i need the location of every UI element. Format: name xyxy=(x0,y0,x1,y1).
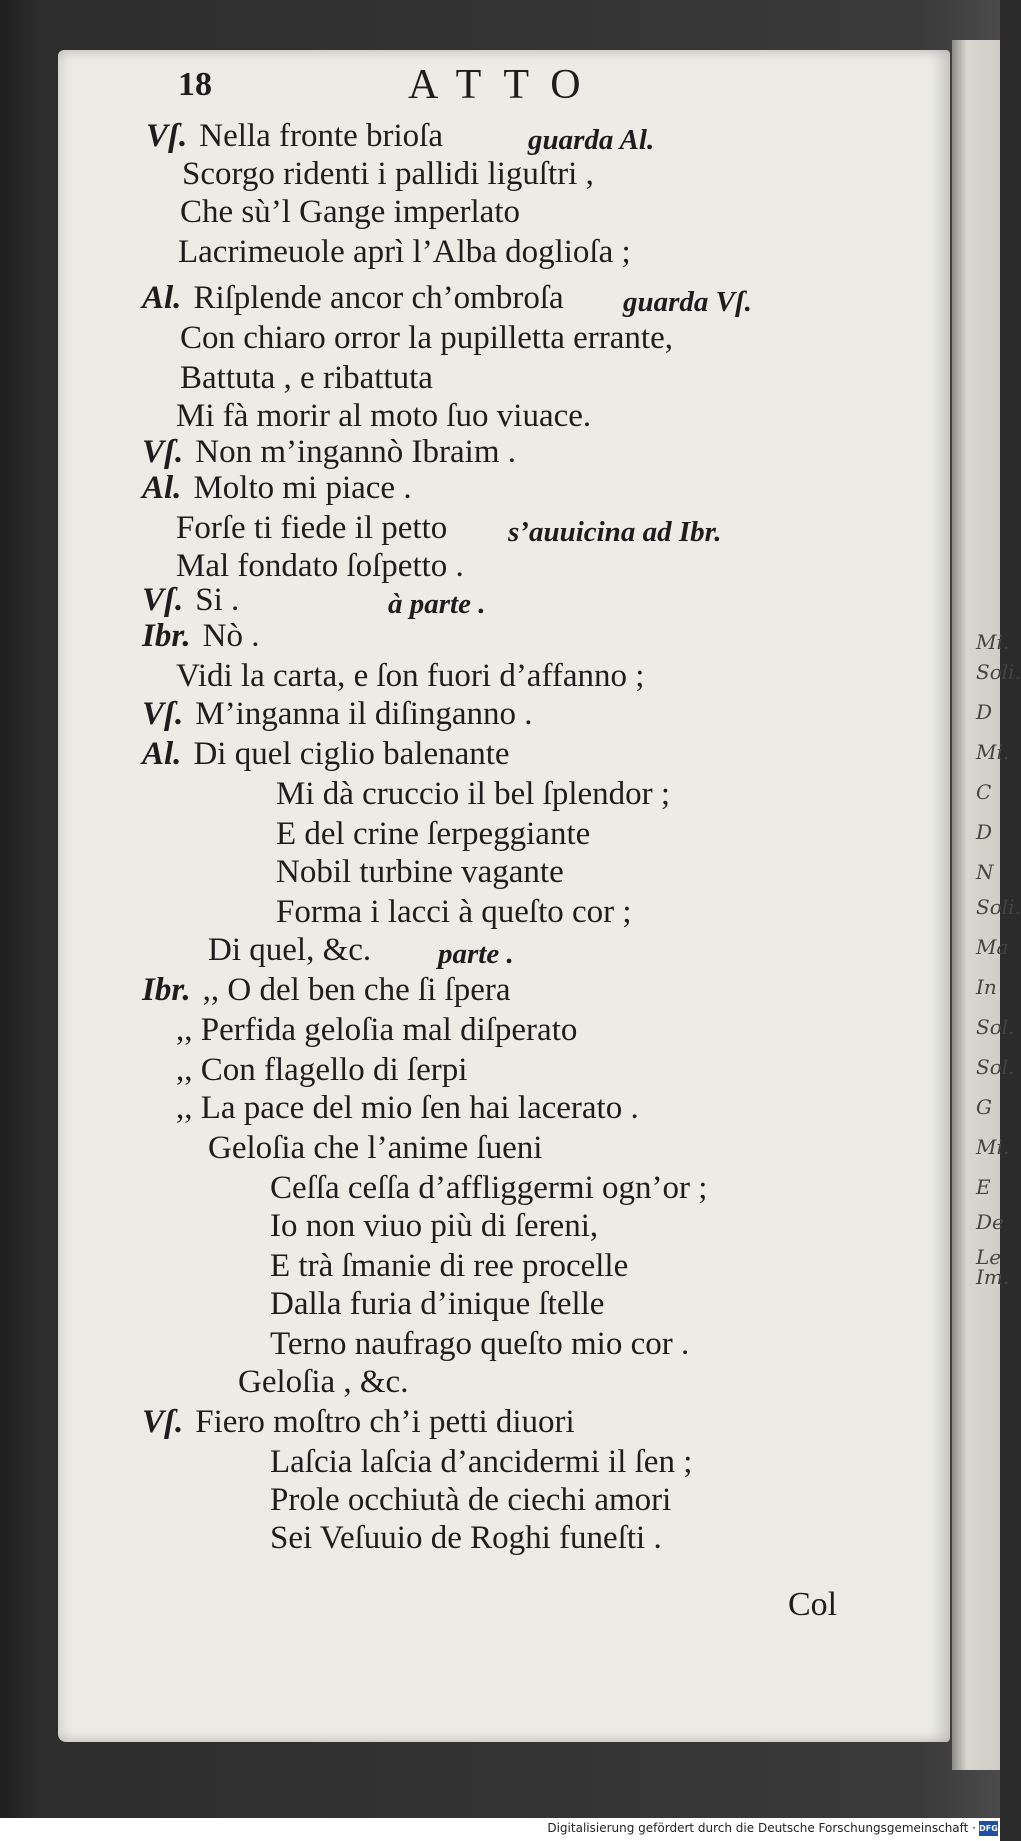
verse-line xyxy=(208,934,371,967)
verse-text: Ceſſa ceſſa d’affliggermi ogn’or ; xyxy=(270,1170,708,1206)
verse-line xyxy=(176,512,447,545)
verse-line xyxy=(270,1250,628,1283)
verse-text: ,, O del ben che ſi ſpera xyxy=(202,972,511,1008)
verse-line xyxy=(208,1132,542,1165)
facing-page-fragment: Im. xyxy=(976,1265,1010,1289)
verse-line xyxy=(180,322,673,355)
facing-page-fragment: C xyxy=(976,780,992,804)
verse-line xyxy=(142,472,412,505)
verse-line xyxy=(142,584,239,617)
verse-text: ,, La pace del mio ſen hai lacerato . xyxy=(176,1090,639,1126)
speaker-label: Vſ. xyxy=(142,1404,184,1440)
facing-page-fragment: Soli. xyxy=(976,660,1021,684)
verse-line xyxy=(270,1210,598,1243)
verse-text: Lacrimeuole aprì l’Alba doglioſa ; xyxy=(178,234,631,270)
facing-page-edge xyxy=(952,40,1021,1770)
verse-text: Si . xyxy=(195,582,240,618)
page-number: 18 xyxy=(178,66,212,103)
footer-bar xyxy=(0,1818,1000,1841)
verse-text: Forma i lacci à queſto cor ; xyxy=(276,894,632,930)
stage-direction: guarda Al. xyxy=(528,124,655,156)
facing-page-fragment: G xyxy=(976,1095,992,1119)
facing-page-fragment: D xyxy=(976,700,993,724)
verse-line xyxy=(276,778,670,811)
verse-text: Con chiaro orror la pupilletta errante, xyxy=(180,320,673,356)
speaker-label: Ibr. xyxy=(142,618,191,654)
verse-text: Vidi la carta, e ſon fuori d’affanno ; xyxy=(176,658,645,694)
verse-line xyxy=(276,896,632,929)
speaker-label: Vſ. xyxy=(142,582,184,618)
verse-line xyxy=(276,856,564,889)
verse-text: Geloſia che l’anime ſueni xyxy=(208,1130,543,1166)
verse-line xyxy=(178,236,631,269)
verse-text: Battuta , e ribattuta xyxy=(180,360,433,396)
verse-text: Di quel ciglio balenante xyxy=(193,736,510,772)
verse-text: Prole occhiutà de ciechi amori xyxy=(270,1482,672,1518)
catchword: Col xyxy=(788,1586,838,1623)
stage-direction: parte . xyxy=(438,938,514,970)
speaker-label: Al. xyxy=(142,470,182,506)
verse-text: Geloſia , &c. xyxy=(238,1364,409,1400)
facing-page-fragment: Mi. xyxy=(976,1135,1010,1159)
verse-line xyxy=(270,1288,604,1321)
verse-line xyxy=(238,1366,408,1399)
speaker-label: Vſ. xyxy=(142,434,184,470)
verse-text: Riſplende ancor ch’ombroſa xyxy=(193,280,564,316)
facing-page-fragment: Sol. xyxy=(976,1015,1015,1039)
verse-line xyxy=(142,436,516,469)
verse-line xyxy=(270,1328,689,1361)
verse-text: Io non viuo più di ſereni, xyxy=(270,1208,599,1244)
verse-line xyxy=(142,738,510,771)
speaker-label: Ibr. xyxy=(142,972,191,1008)
verse-text: Dalla furia d’inique ſtelle xyxy=(270,1286,605,1322)
verse-text: Scorgo ridenti i pallidi liguſtri , xyxy=(182,156,594,192)
verse-line xyxy=(180,196,520,229)
verse-text: Mal fondato ſoſpetto . xyxy=(176,548,464,584)
facing-page-fragment: De xyxy=(976,1210,1004,1234)
verse-text: ,, Perfida geloſia mal diſperato xyxy=(176,1012,578,1048)
verse-line xyxy=(176,550,464,583)
facing-page-fragment: N xyxy=(976,860,994,884)
facing-page-fragment: Ma xyxy=(976,935,1009,959)
facing-page-fragment: Soli. xyxy=(976,895,1021,919)
verse-text: Non m’ingannò Ibraim . xyxy=(195,434,517,470)
verse-line xyxy=(176,1054,467,1087)
verse-line xyxy=(270,1172,707,1205)
facing-page-fragment: Sol. xyxy=(976,1055,1015,1079)
verse-text: Sei Veſuuio de Roghi funeſti . xyxy=(270,1520,662,1556)
facing-page-fragment: Le xyxy=(976,1245,1002,1269)
facing-page-fragment: D xyxy=(976,820,993,844)
facing-page-fragment: E xyxy=(976,1175,991,1199)
verse-text: Laſcia laſcia d’ancidermi il ſen ; xyxy=(270,1444,693,1480)
speaker-label: Vſ. xyxy=(146,118,188,154)
speaker-label: Vſ. xyxy=(142,696,184,732)
verse-line xyxy=(142,620,259,653)
verse-text: M’inganna il diſinganno . xyxy=(195,696,533,732)
verse-text: Mi fà morir al moto ſuo viuace. xyxy=(176,398,592,434)
verse-line xyxy=(270,1446,692,1479)
verse-line xyxy=(176,1014,577,1047)
verse-line xyxy=(180,362,433,395)
verse-text: Che sù’l Gange imperlato xyxy=(180,194,520,230)
verse-line xyxy=(176,400,591,433)
book-page xyxy=(58,50,950,1742)
facing-page-fragment: In xyxy=(976,975,997,999)
speaker-label: Al. xyxy=(142,280,182,316)
verse-text: E del crine ſerpeggiante xyxy=(276,816,591,852)
verse-line xyxy=(270,1484,671,1517)
verse-text: Di quel, &c. xyxy=(208,932,372,968)
verse-text: Molto mi piace . xyxy=(193,470,412,506)
verse-line xyxy=(182,158,594,191)
verse-line xyxy=(142,974,511,1007)
verse-text: Fiero moſtro ch’i petti diuori xyxy=(195,1404,575,1440)
stage-direction: guarda Vſ. xyxy=(623,286,752,318)
verse-line xyxy=(146,120,443,153)
footer-credit: Digitalisierung gefördert durch die Deutsche Forschungsgemeinschaft · xyxy=(547,1821,976,1835)
verse-line xyxy=(142,1406,575,1439)
verse-line xyxy=(270,1522,662,1555)
dfg-logo: DFG xyxy=(979,1821,998,1836)
verse-text: E trà ſmanie di ree procelle xyxy=(270,1248,629,1284)
verse-text: Nobil turbine vagante xyxy=(276,854,564,890)
speaker-label: Al. xyxy=(142,736,182,772)
verse-line xyxy=(142,698,533,731)
verse-text: Nò . xyxy=(202,618,260,654)
verse-line xyxy=(276,818,590,851)
stage-direction: à parte . xyxy=(388,588,486,620)
verse-line xyxy=(176,660,644,693)
verse-text: Nella fronte brioſa xyxy=(199,118,443,154)
stage-direction: s’auuicina ad Ibr. xyxy=(508,516,722,548)
verse-text: ,, Con flagello di ſerpi xyxy=(176,1052,468,1088)
verse-text: Mi dà cruccio il bel ſplendor ; xyxy=(276,776,671,812)
verse-line xyxy=(142,282,564,315)
running-title: ATTO xyxy=(408,62,603,108)
verse-text: Terno naufrago queſto mio cor . xyxy=(270,1326,690,1362)
verse-text: Forſe ti fiede il petto xyxy=(176,510,448,546)
facing-page-fragment: Mi. xyxy=(976,740,1010,764)
verse-line xyxy=(176,1092,639,1125)
facing-page-fragment: Mi. xyxy=(976,630,1010,654)
